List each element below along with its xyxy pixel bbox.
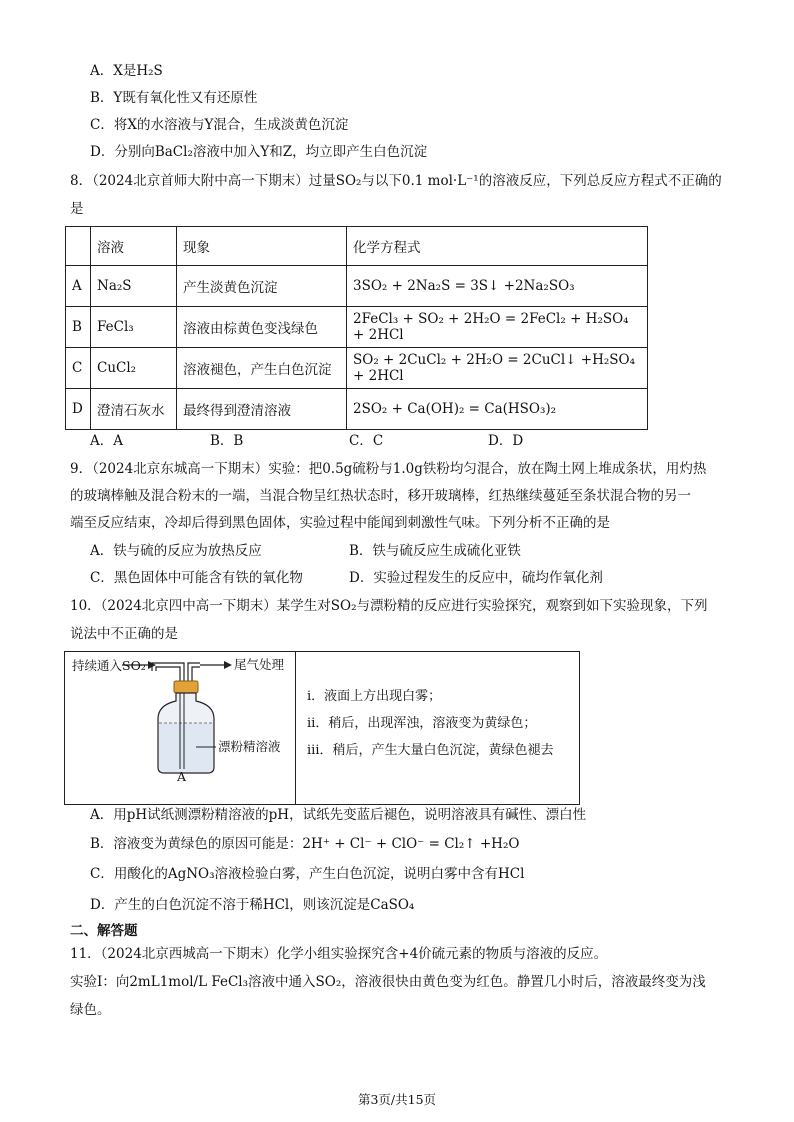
solution-cell: FeCl₃	[91, 307, 177, 348]
solution-cell: CuCl₂	[91, 348, 177, 389]
outlet-label: 尾气处理	[234, 657, 285, 672]
q9-stem-cont: 端至反应结束，冷却后得到黑色固体，实验过程中能闻到刺激性气味。下列分析不正确的是	[70, 515, 610, 531]
q10-stem-cont: 说法中不正确的是	[70, 626, 178, 642]
equation-cell: 2FeCl₃ + SO₂ + 2H₂O = 2FeCl₂ + H₂SO₄ + 2HCl	[347, 307, 648, 348]
q8-option-d: D．D	[488, 433, 524, 449]
q9-option-c: C．黑色固体中可能含有铁的氧化物	[90, 570, 303, 586]
q10-option-c: C．用酸化的AgNO₃溶液检验白雾，产生白色沉淀，说明白雾中含有HCl	[90, 866, 525, 882]
vessel-label: A	[177, 769, 187, 784]
phenomenon-cell: 产生淡黄色沉淀	[177, 266, 347, 307]
rubber-stopper	[174, 681, 198, 693]
q9-option-d: D．实验过程发生的反应中，硫均作氧化剂	[349, 570, 603, 586]
q9-stem-cont: 的玻璃棒触及混合粉末的一端，当混合物呈红热状态时，移开玻璃棒，红热继续蔓延至条状混合物的另一	[70, 488, 691, 504]
header-cell: 化学方程式	[347, 227, 648, 266]
observation-3: ⅲ．稍后，产生大量白色沉淀，黄绿色褪去	[307, 743, 554, 758]
q8-option-b: B．B	[210, 433, 244, 449]
q7-option-b: B．Y既有氧化性又有还原性	[90, 90, 258, 106]
q9-stem: 9．（2024北京东城高一下期末）实验：把0.5g硫粉与1.0g铁粉均匀混合，放在陶土网上堆成条状，用灼热	[70, 461, 707, 477]
outlet-arrowhead	[224, 661, 232, 669]
q8-stem-cont: 是	[70, 201, 84, 217]
q11-experiment-1-cont: 绿色。	[70, 1002, 111, 1018]
table-row	[66, 266, 648, 307]
table-row	[66, 307, 648, 348]
row-label: D	[66, 389, 91, 430]
q7-option-c: C．将X的水溶液与Y混合，生成淡黄色沉淀	[90, 117, 349, 133]
equation-cell: 3SO₂ + 2Na₂S = 3S↓ +2Na₂SO₃	[347, 266, 648, 307]
q7-option-a: A．X是H₂S	[90, 63, 163, 79]
header-cell	[66, 227, 91, 266]
row-label: B	[66, 307, 91, 348]
section-title: 二、解答题	[70, 923, 138, 939]
outlet-tube	[188, 663, 200, 681]
inlet-label: 持续通入SO₂	[72, 658, 146, 673]
phenomenon-cell: 最终得到澄清溶液	[177, 389, 347, 430]
observation-1: ⅰ．液面上方出现白雾；	[307, 689, 442, 704]
q8-option-c: C．C	[349, 433, 384, 449]
table-header-row	[66, 227, 648, 266]
table-row	[66, 348, 648, 389]
row-label: A	[66, 266, 91, 307]
liquid-label: 漂粉精溶液	[218, 739, 281, 754]
q9-option-b: B．铁与硫反应生成硫化亚铁	[349, 543, 521, 559]
header-cell: 溶液	[91, 227, 177, 266]
observation-2: ⅱ．稍后，出现浑浊，溶液变为黄绿色；	[307, 716, 537, 731]
outlet-tube-inner	[192, 667, 200, 681]
page-number: 第3页/共15页	[357, 1092, 437, 1107]
q8-option-a: A．A	[90, 433, 123, 449]
q8-stem: 8．（2024北京首师大附中高一下期末）过量SO₂与以下0.1 mol·L⁻¹的溶液反应，下列总反应方程式不正确的	[70, 173, 722, 189]
q10-option-d: D．产生的白色沉淀不溶于稀HCl，则该沉淀是CaSO₄	[90, 897, 415, 913]
q9-option-a: A．铁与硫的反应为放热反应	[90, 543, 262, 559]
equation-cell: SO₂ + 2CuCl₂ + 2H₂O = 2CuCl↓ +H₂SO₄ + 2HCl	[347, 348, 648, 389]
q8-table	[65, 226, 648, 430]
equation-cell: 2SO₂ + Ca(OH)₂ = Ca(HSO₃)₂	[347, 389, 648, 430]
phenomenon-cell: 溶液由棕黄色变浅绿色	[177, 307, 347, 348]
q11-stem: 11．（2024北京西城高一下期末）化学小组实验探究含+4价硫元素的物质与溶液的反应。	[70, 946, 608, 962]
q10-stem: 10．（2024北京四中高一下期末）某学生对SO₂与漂粉精的反应进行实验探究，观察到如下实验现象，下列	[70, 598, 708, 614]
table-row	[66, 389, 648, 430]
header-cell: 现象	[177, 227, 347, 266]
q7-option-d: D．分别向BaCl₂溶液中加入Y和Z，均立即产生白色沉淀	[90, 144, 428, 160]
solution-cell: Na₂S	[91, 266, 177, 307]
q10-option-a: A．用pH试纸测漂粉精溶液的pH，试纸先变蓝后褪色，说明溶液具有碱性、漂白性	[90, 807, 587, 823]
q11-experiment-1: 实验Ⅰ：向2mL1mol/L FeCl₃溶液中通入SO₂，溶液很快由黄色变为红色。静置几小时后，溶液最终变为浅	[70, 974, 706, 990]
q10-option-b: B．溶液变为黄绿色的原因可能是：2H⁺ + Cl⁻ + ClO⁻ = Cl₂↑ +H₂O	[90, 836, 520, 852]
row-label: C	[66, 348, 91, 389]
solution-cell: 澄清石灰水	[91, 389, 177, 430]
phenomenon-cell: 溶液褪色，产生白色沉淀	[177, 348, 347, 389]
